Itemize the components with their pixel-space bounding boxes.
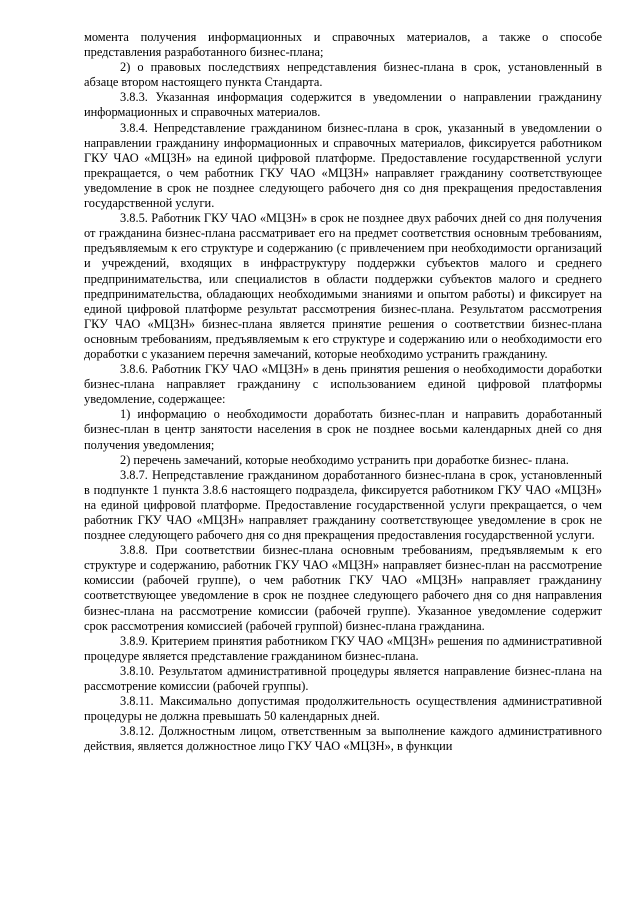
paragraph-3-8-6: 3.8.6. Работник ГКУ ЧАО «МЦЗН» в день принятия решения о необходимости доработки бизнес-плана направляет гражданину с использованием единой цифровой платформы уведомление, содержащее: <box>84 362 602 407</box>
paragraph-3-8-6-item-1: 1) информацию о необходимости доработать бизнес-план и направить доработанный бизнес-план в центр занятости населения в срок не позднее восьми календарных дней со дня получения уведомления; <box>84 407 602 452</box>
paragraph-3-8-7: 3.8.7. Непредставление гражданином доработанного бизнес-плана в срок, установленный в подпункте 1 пункта 3.8.6 настоящего подраздела, фиксируется работником ГКУ ЧАО «МЦЗН» на единой цифровой платформе. Предоставление государственной услуги прекращается, о чем работник ГКУ ЧАО «МЦЗН» направляет гражданину соответствующее уведомление в срок не позднее следующего рабочего дня со дня прекращения предоставления государственной услуги. <box>84 467 602 543</box>
paragraph-3-8-12: 3.8.12. Должностным лицом, ответственным за выполнение каждого административного действия, является должностное лицо ГКУ ЧАО «МЦЗН», в функции <box>84 724 602 754</box>
paragraph-3-8-9: 3.8.9. Критерием принятия работником ГКУ ЧАО «МЦЗН» решения по административной процедуре является представление гражданином бизнес-плана. <box>84 633 602 663</box>
paragraph-legal-consequences: 2) о правовых последствиях непредставления бизнес-плана в срок, установленный в абзаце втором настоящего пункта Стандарта. <box>84 60 602 90</box>
paragraph-3-8-11: 3.8.11. Максимально допустимая продолжительность осуществления административной процедуры не должна превышать 50 календарных дней. <box>84 694 602 724</box>
paragraph-continuation: момента получения информационных и справочных материалов, а также о способе представления разработанного бизнес-плана; <box>84 30 602 60</box>
paragraph-3-8-3: 3.8.3. Указанная информация содержится в уведомлении о направлении гражданину информационных и справочных материалов. <box>84 90 602 120</box>
paragraph-3-8-8: 3.8.8. При соответствии бизнес-плана основным требованиям, предъявляемым к его структуре и содержанию, работник ГКУ ЧАО «МЦЗН» направляет бизнес-план на рассмотрение комиссии (рабочей группе), о чем работник ГКУ ЧАО «МЦЗН» направляет гражданину соответствующее уведомление в срок не позднее следующего рабочего дня со дня направления бизнес-плана на рассмотрение комиссии (рабочей группе). Указанное уведомление содержит срок рассмотрения комиссией (рабочей группой) бизнес-плана гражданина. <box>84 543 602 633</box>
paragraph-3-8-10: 3.8.10. Результатом административной процедуры является направление бизнес-плана на рассмотрение комиссии (рабочей группы). <box>84 663 602 694</box>
paragraph-3-8-6-item-2: 2) перечень замечаний, которые необходимо устранить при доработке бизнес- плана. <box>120 452 569 467</box>
paragraph-3-8-4: 3.8.4. Непредставление гражданином бизнес-плана в срок, указанный в уведомлении о направлении гражданину информационных и справочных материалов, фиксируется работником ГКУ ЧАО «МЦЗН» на единой цифровой платформе. Предоставление государственной услуги прекращается, о чем работник ГКУ ЧАО «МЦЗН» направляет гражданину соответствующее уведомление в срок не позднее следующего рабочего дня со дня прекращения предоставления государственной услуги. <box>84 120 602 211</box>
paragraph-3-8-5: 3.8.5. Работник ГКУ ЧАО «МЦЗН» в срок не позднее двух рабочих дней со дня получения от гражданина бизнес-плана рассматривает его на предмет соответствия основным требованиям, предъявляемым к его структуре и содержанию (с привлечением при необходимости организаций и учреждений, входящих в инфраструктуру поддержки субъектов малого и среднего предпринимательства, или специалистов в области поддержки субъектов малого и среднего предпринимательства, обладающих необходимыми знаниями и опытом работы) и фиксирует на единой цифровой платформе результат рассмотрения бизнес-плана. Результатом рассмотрения ГКУ ЧАО «МЦЗН» бизнес-плана является принятие решения о соответствии бизнес-плана основным требованиям, предъявляемым к его структуре и содержанию или о необходимости его доработки с указанием перечня замечаний, которые необходимо устранить гражданину. <box>84 211 602 361</box>
document-page <box>84 30 602 755</box>
